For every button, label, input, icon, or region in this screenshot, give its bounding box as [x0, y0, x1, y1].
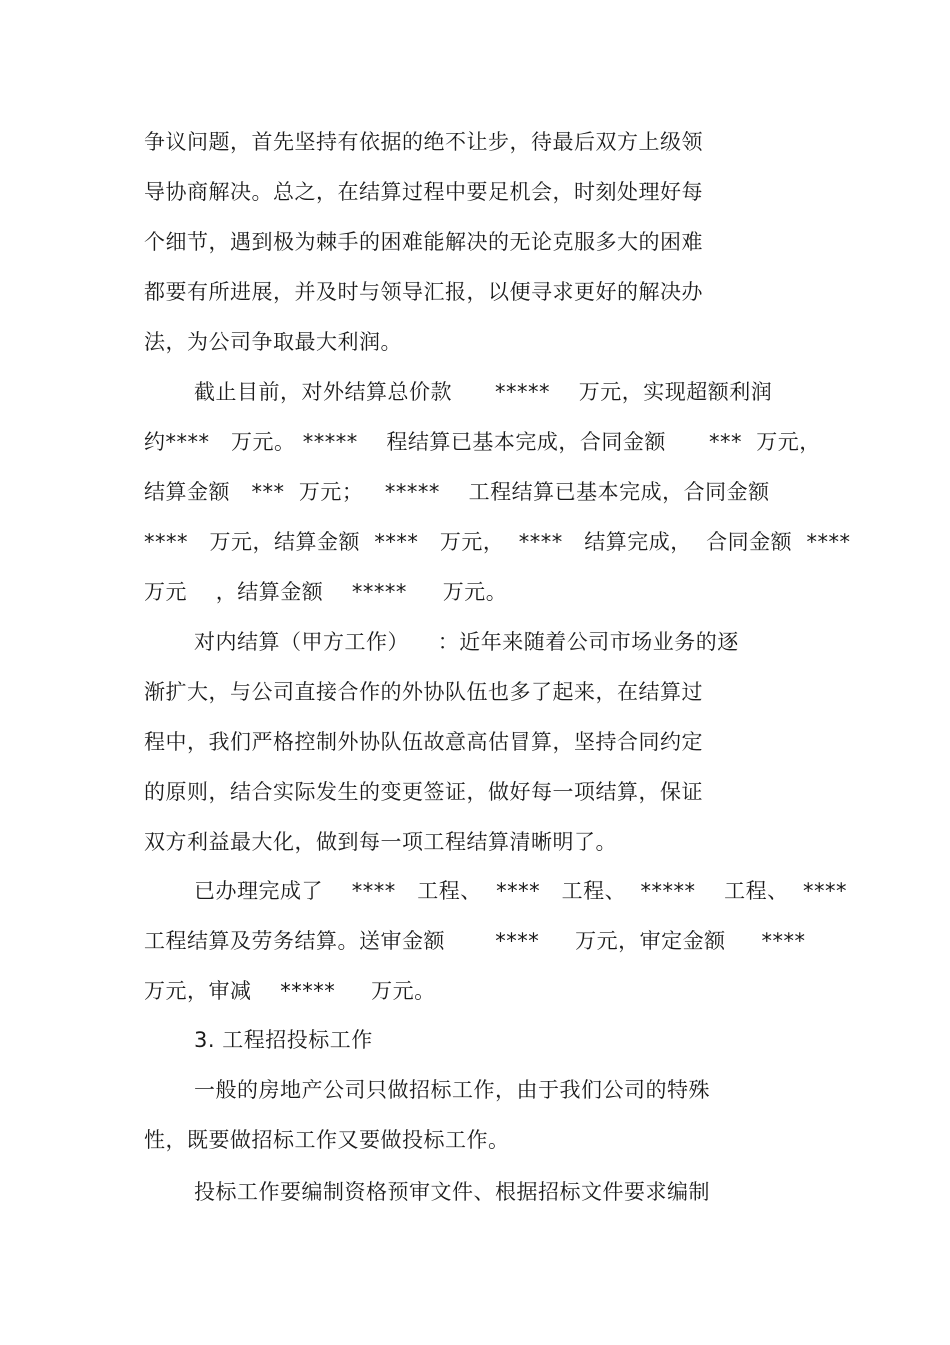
text-line: 都要有所进展，并及时与领导汇报，以便寻求更好的解决办 — [144, 280, 703, 304]
text-line: 投标工作要编制资格预审文件、根据招标文件要求编制 — [194, 1180, 710, 1204]
text-line: 法，为公司争取最大利润。 — [144, 330, 402, 354]
text-line: 渐扩大，与公司直接合作的外协队伍也多了起来，在结算过 — [144, 680, 703, 704]
text-line: 双方利益最大化，做到每一项工程结算清晰明了。 — [144, 830, 617, 854]
text-line: 约**** 万元。 ***** 程结算已基本完成，合同金额 *** 万元， — [144, 430, 821, 454]
text-line: 工程结算及劳务结算。送审金额 **** 万元，审定金额 **** — [144, 929, 806, 953]
text-line: 已办理完成了 **** 工程、 **** 工程、 ***** 工程、 **** — [194, 879, 848, 903]
text-line: 争议问题，首先坚持有依据的绝不让步，待最后双方上级领 — [144, 130, 703, 154]
text-line: 对内结算（甲方工作） ：近年来随着公司市场业务的逐 — [194, 630, 739, 654]
text-line: 导协商解决。总之，在结算过程中要足机会，时刻处理好每 — [144, 180, 703, 204]
text-line: 性，既要做招标工作又要做投标工作。 — [144, 1128, 510, 1152]
text-line: 个细节，遇到极为棘手的困难能解决的无论克服多大的困难 — [144, 230, 703, 254]
text-line: 万元 ，结算金额 ***** 万元。 — [144, 580, 508, 604]
text-line: 截止目前，对外结算总价款 ***** 万元，实现超额利润 — [194, 380, 773, 404]
text-line: 万元，审减 ***** 万元。 — [144, 979, 436, 1003]
text-line: **** 万元，结算金额 **** 万元， **** 结算完成， 合同金额 **** — [144, 530, 851, 554]
text-line: 的原则，结合实际发生的变更签证，做好每一项结算，保证 — [144, 780, 703, 804]
text-line: 程中，我们严格控制外协队伍故意高估冒算，坚持合同约定 — [144, 730, 703, 754]
section-heading: 3. 工程招投标工作 — [194, 1028, 373, 1052]
text-line: 一般的房地产公司只做招标工作，由于我们公司的特殊 — [194, 1078, 710, 1102]
text-line: 结算金额 *** 万元； ***** 工程结算已基本完成，合同金额 — [144, 480, 770, 504]
